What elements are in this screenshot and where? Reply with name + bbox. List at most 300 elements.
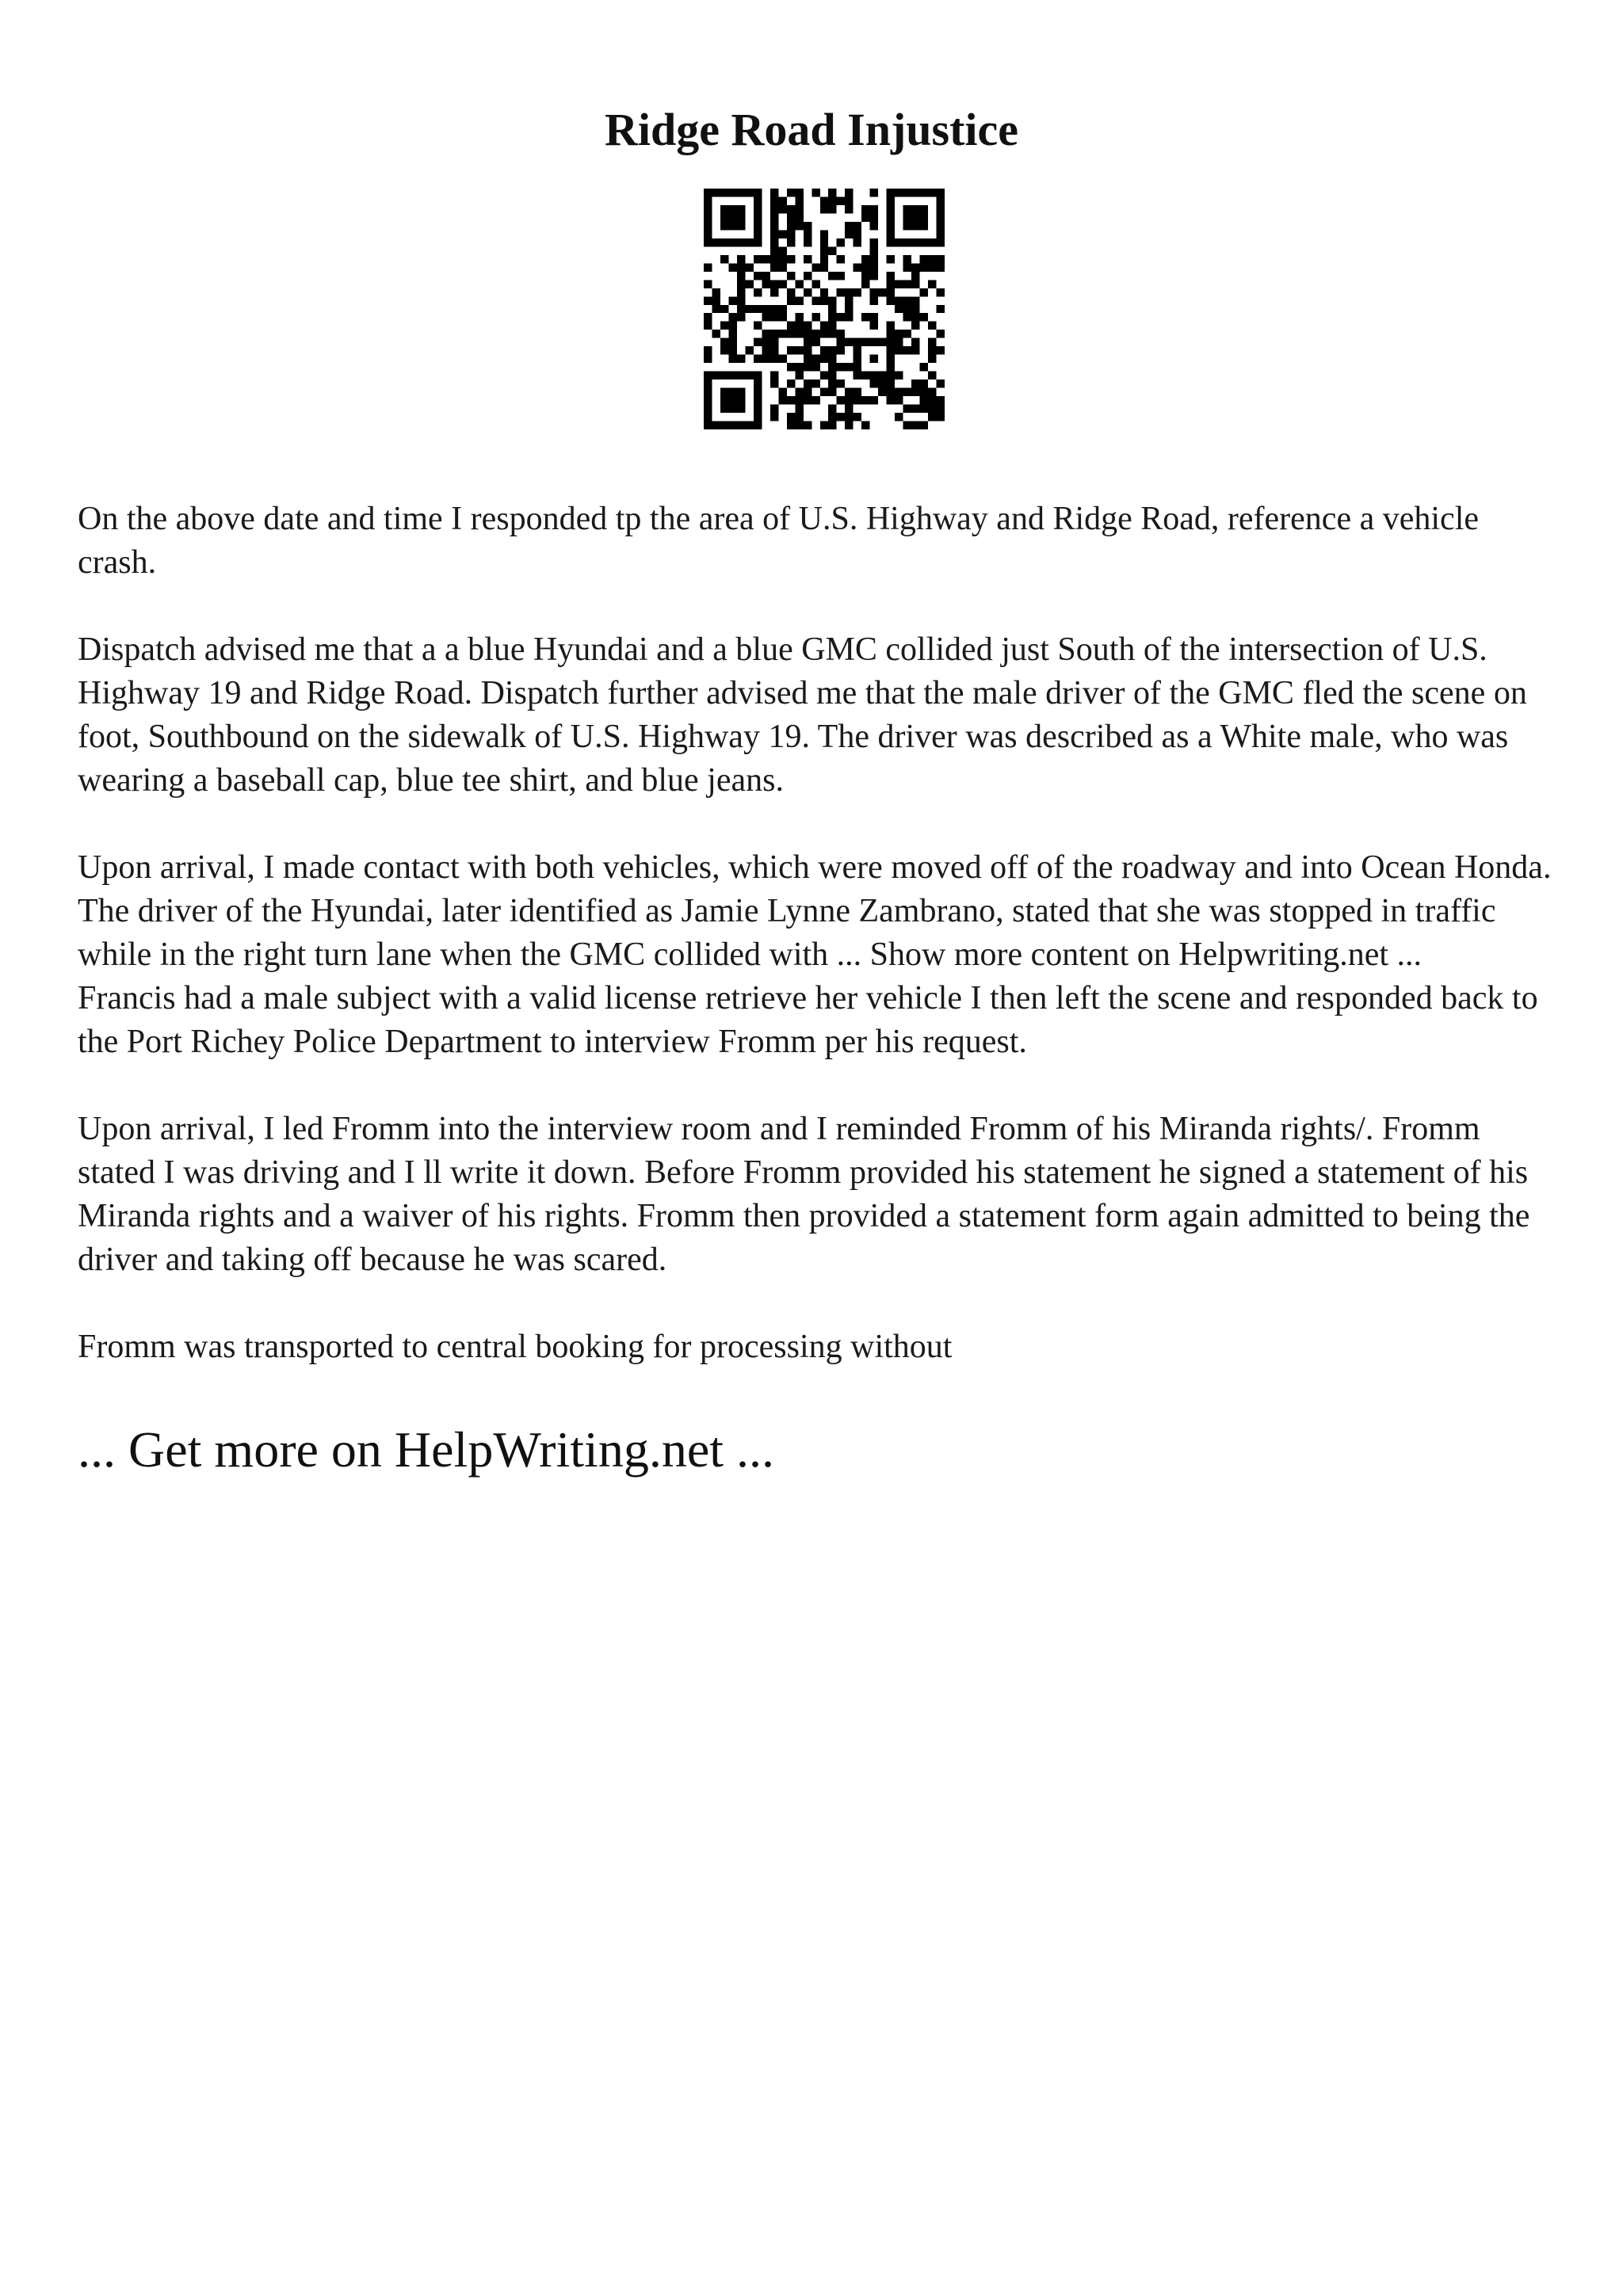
qr-module bbox=[804, 230, 812, 238]
qr-module bbox=[854, 263, 861, 271]
qr-module bbox=[903, 388, 911, 396]
qr-module bbox=[837, 255, 845, 263]
qr-module bbox=[728, 388, 736, 396]
qr-module bbox=[920, 189, 928, 196]
paragraph: Dispatch advised me that a a blue Hyundai and a blue GMC collided just South of the intersection of U.S. Highway 19 and Ridge Road. Dispatch further advised me that the male driver of the GMC fled the scene on foot, Southbound on the sidewalk of U.S. Highway 19. The driver was described as a White male, who was wearing a baseball cap, blue tee shirt, and blue jeans. bbox=[78, 631, 1527, 799]
qr-module bbox=[861, 272, 869, 280]
qr-module bbox=[728, 421, 736, 429]
qr-module bbox=[837, 413, 845, 421]
qr-module bbox=[820, 296, 828, 304]
qr-module bbox=[754, 388, 762, 396]
qr-module bbox=[737, 280, 745, 288]
qr-module bbox=[903, 313, 911, 321]
qr-module bbox=[887, 189, 895, 196]
qr-module bbox=[878, 288, 886, 296]
qr-module bbox=[762, 255, 769, 263]
qr-module bbox=[828, 296, 836, 304]
qr-module bbox=[787, 222, 795, 230]
qr-module bbox=[845, 413, 853, 421]
qr-module bbox=[720, 238, 728, 246]
qr-module bbox=[728, 222, 736, 230]
qr-module bbox=[762, 272, 769, 280]
qr-module bbox=[728, 189, 736, 196]
qr-module bbox=[870, 246, 878, 254]
qr-module bbox=[812, 313, 819, 321]
qr-module bbox=[837, 396, 845, 404]
qr-module bbox=[928, 396, 936, 404]
qr-module bbox=[737, 296, 745, 304]
qr-module bbox=[728, 330, 736, 338]
qr-module bbox=[770, 305, 778, 313]
qr-module bbox=[861, 313, 869, 321]
qr-module bbox=[920, 255, 928, 263]
paragraph: Upon arrival, I made contact with both vehicles, which were moved off of the roadway and into Ocean Honda. The driver of the Hyundai, later identified as Jamie Lynne Zambrano, stated that she was stopped in traffic while in the right turn lane when the GMC collided with ... Show more content on Helpwriting.net ... bbox=[78, 849, 1552, 973]
qr-module bbox=[795, 296, 803, 304]
qr-module bbox=[845, 338, 853, 346]
qr-module bbox=[787, 363, 795, 371]
qr-module bbox=[820, 246, 828, 254]
qr-module bbox=[887, 346, 895, 354]
qr-module bbox=[795, 222, 803, 230]
qr-module bbox=[820, 421, 828, 429]
qr-module bbox=[870, 372, 878, 379]
qr-module bbox=[928, 388, 936, 396]
qr-module bbox=[870, 222, 878, 230]
qr-module bbox=[737, 405, 745, 413]
qr-module bbox=[820, 322, 828, 330]
qr-module bbox=[745, 189, 753, 196]
qr-module bbox=[870, 396, 878, 404]
qr-module bbox=[911, 388, 919, 396]
qr-module bbox=[712, 189, 720, 196]
qr-module bbox=[737, 421, 745, 429]
qr-module bbox=[704, 421, 712, 429]
qr-module bbox=[737, 305, 745, 313]
qr-module bbox=[712, 238, 720, 246]
qr-module bbox=[770, 379, 778, 387]
qr-module bbox=[770, 230, 778, 238]
qr-module bbox=[911, 280, 919, 288]
qr-module bbox=[828, 346, 836, 354]
qr-module bbox=[754, 222, 762, 230]
qr-module bbox=[861, 421, 869, 429]
qr-module bbox=[828, 372, 836, 379]
qr-module bbox=[745, 238, 753, 246]
qr-module bbox=[778, 396, 786, 404]
qr-module bbox=[737, 238, 745, 246]
qr-module bbox=[870, 355, 878, 363]
qr-module bbox=[787, 272, 795, 280]
qr-module bbox=[911, 222, 919, 230]
qr-module bbox=[878, 388, 886, 396]
qr-module bbox=[903, 189, 911, 196]
qr-module bbox=[795, 330, 803, 338]
qr-module bbox=[795, 280, 803, 288]
qr-module bbox=[895, 189, 903, 196]
qr-module bbox=[887, 213, 895, 221]
qr-module bbox=[787, 230, 795, 238]
qr-module bbox=[787, 379, 795, 387]
qr-module bbox=[770, 263, 778, 271]
qr-module bbox=[728, 372, 736, 379]
qr-module bbox=[704, 355, 712, 363]
qr-module bbox=[812, 379, 819, 387]
qr-module bbox=[911, 379, 919, 387]
qr-module bbox=[778, 313, 786, 321]
qr-module bbox=[728, 296, 736, 304]
qr-module bbox=[795, 205, 803, 213]
qr-module bbox=[737, 255, 745, 263]
qr-module bbox=[737, 205, 745, 213]
qr-module bbox=[887, 355, 895, 363]
qr-module bbox=[728, 263, 736, 271]
qr-module bbox=[754, 305, 762, 313]
get-more-link[interactable]: ... Get more on HelpWriting.net ... bbox=[78, 1421, 774, 1478]
qr-module bbox=[762, 313, 769, 321]
qr-module bbox=[720, 405, 728, 413]
qr-module bbox=[854, 230, 861, 238]
qr-module bbox=[937, 263, 945, 271]
qr-module bbox=[704, 372, 712, 379]
qr-module bbox=[754, 379, 762, 387]
qr-module bbox=[878, 379, 886, 387]
qr-module bbox=[887, 255, 895, 263]
qr-module bbox=[937, 288, 945, 296]
qr-module bbox=[887, 388, 895, 396]
qr-module bbox=[795, 396, 803, 404]
qr-module bbox=[911, 272, 919, 280]
qr-module bbox=[704, 379, 712, 387]
qr-module bbox=[820, 288, 828, 296]
qr-module bbox=[787, 296, 795, 304]
qr-module bbox=[795, 405, 803, 413]
qr-module bbox=[795, 346, 803, 354]
qr-module bbox=[737, 222, 745, 230]
qr-module bbox=[787, 205, 795, 213]
qr-module bbox=[720, 346, 728, 354]
qr-module bbox=[720, 255, 728, 263]
qr-module bbox=[928, 322, 936, 330]
qr-module bbox=[887, 338, 895, 346]
qr-module bbox=[804, 355, 812, 363]
qr-module bbox=[854, 363, 861, 371]
qr-module bbox=[928, 413, 936, 421]
qr-module bbox=[903, 205, 911, 213]
qr-module bbox=[920, 313, 928, 321]
qr-module bbox=[778, 355, 786, 363]
qr-module bbox=[704, 189, 712, 196]
qr-module bbox=[861, 280, 869, 288]
qr-module bbox=[820, 388, 828, 396]
qr-module bbox=[861, 396, 869, 404]
qr-module bbox=[845, 421, 853, 429]
qr-module bbox=[911, 338, 919, 346]
qr-module bbox=[745, 346, 753, 354]
qr-module bbox=[795, 322, 803, 330]
qr-module bbox=[937, 405, 945, 413]
qr-module bbox=[712, 330, 720, 338]
qr-module bbox=[895, 338, 903, 346]
qr-module bbox=[770, 222, 778, 230]
qr-module bbox=[787, 255, 795, 263]
qr-module bbox=[778, 263, 786, 271]
qr-module bbox=[812, 189, 819, 196]
qr-module bbox=[720, 388, 728, 396]
qr-module bbox=[887, 205, 895, 213]
qr-module bbox=[745, 305, 753, 313]
qr-module bbox=[745, 421, 753, 429]
qr-module bbox=[928, 405, 936, 413]
qr-module bbox=[804, 255, 812, 263]
qr-module bbox=[754, 196, 762, 204]
qr-module bbox=[820, 263, 828, 271]
qr-code-icon bbox=[704, 189, 945, 429]
qr-module bbox=[728, 405, 736, 413]
qr-module bbox=[828, 205, 836, 213]
qr-module bbox=[812, 396, 819, 404]
qr-module bbox=[903, 305, 911, 313]
qr-module bbox=[854, 288, 861, 296]
qr-module bbox=[754, 396, 762, 404]
qr-module bbox=[887, 238, 895, 246]
qr-module bbox=[712, 372, 720, 379]
qr-module bbox=[795, 421, 803, 429]
qr-module bbox=[778, 330, 786, 338]
qr-module bbox=[804, 346, 812, 354]
qr-module bbox=[820, 205, 828, 213]
qr-module bbox=[903, 238, 911, 246]
qr-module bbox=[887, 330, 895, 338]
qr-module bbox=[878, 372, 886, 379]
qr-module bbox=[828, 363, 836, 371]
qr-module bbox=[837, 338, 845, 346]
qr-module bbox=[928, 355, 936, 363]
qr-module bbox=[870, 213, 878, 221]
qr-module bbox=[737, 263, 745, 271]
qr-module bbox=[920, 421, 928, 429]
qr-module bbox=[928, 346, 936, 354]
qr-module bbox=[911, 421, 919, 429]
qr-module bbox=[895, 330, 903, 338]
qr-module bbox=[854, 346, 861, 354]
qr-module bbox=[845, 313, 853, 321]
qr-module bbox=[804, 338, 812, 346]
qr-module bbox=[861, 205, 869, 213]
qr-module bbox=[820, 372, 828, 379]
qr-module bbox=[911, 346, 919, 354]
qr-module bbox=[895, 296, 903, 304]
qr-module bbox=[937, 413, 945, 421]
qr-module bbox=[887, 372, 895, 379]
qr-module bbox=[887, 288, 895, 296]
qr-module bbox=[754, 238, 762, 246]
qr-module bbox=[920, 222, 928, 230]
qr-module bbox=[920, 288, 928, 296]
qr-module bbox=[787, 288, 795, 296]
qr-module bbox=[704, 213, 712, 221]
qr-module bbox=[820, 346, 828, 354]
qr-module bbox=[770, 213, 778, 221]
qr-module bbox=[895, 238, 903, 246]
qr-module bbox=[928, 189, 936, 196]
qr-module bbox=[787, 330, 795, 338]
qr-module bbox=[804, 288, 812, 296]
qr-module bbox=[812, 355, 819, 363]
qr-module bbox=[737, 288, 745, 296]
qr-module bbox=[754, 213, 762, 221]
qr-module bbox=[845, 189, 853, 196]
qr-module bbox=[828, 322, 836, 330]
qr-module bbox=[854, 338, 861, 346]
qr-module bbox=[795, 313, 803, 321]
qr-module bbox=[928, 338, 936, 346]
qr-module bbox=[737, 396, 745, 404]
qr-module bbox=[854, 372, 861, 379]
qr-module bbox=[728, 338, 736, 346]
qr-module bbox=[920, 363, 928, 371]
paragraph: Upon arrival, I led Fromm into the interview room and I reminded Fromm of his Miranda rights/. Fromm stated I was driving and I ll write it down. Before Fromm provided his statement he signed a statement of his Miranda rights and a waiver of his rights. Fromm then provided a statement form again admitted to being the driver and taking off because he was scared. bbox=[78, 1111, 1530, 1278]
qr-module bbox=[837, 196, 845, 204]
qr-module bbox=[770, 413, 778, 421]
paragraph: Fromm was transported to central booking for processing without bbox=[78, 1329, 953, 1365]
qr-module bbox=[870, 189, 878, 196]
qr-module bbox=[878, 338, 886, 346]
qr-module bbox=[720, 213, 728, 221]
qr-module bbox=[787, 396, 795, 404]
qr-module bbox=[787, 421, 795, 429]
qr-module bbox=[737, 388, 745, 396]
qr-module bbox=[861, 255, 869, 263]
qr-module bbox=[887, 196, 895, 204]
qr-module bbox=[887, 222, 895, 230]
qr-module bbox=[778, 205, 786, 213]
qr-module bbox=[720, 305, 728, 313]
qr-module bbox=[712, 305, 720, 313]
qr-module bbox=[745, 280, 753, 288]
qr-module bbox=[837, 379, 845, 387]
qr-module bbox=[845, 396, 853, 404]
qr-module bbox=[704, 280, 712, 288]
qr-module bbox=[812, 263, 819, 271]
qr-module bbox=[937, 205, 945, 213]
qr-module bbox=[920, 379, 928, 387]
qr-module bbox=[728, 396, 736, 404]
qr-module bbox=[920, 238, 928, 246]
qr-module bbox=[903, 280, 911, 288]
qr-module bbox=[845, 196, 853, 204]
qr-module bbox=[737, 189, 745, 196]
qr-module bbox=[728, 205, 736, 213]
qr-module bbox=[795, 213, 803, 221]
qr-module bbox=[728, 213, 736, 221]
qr-module bbox=[828, 246, 836, 254]
qr-module bbox=[903, 296, 911, 304]
qr-module bbox=[778, 280, 786, 288]
qr-module bbox=[812, 338, 819, 346]
qr-module bbox=[737, 272, 745, 280]
qr-module bbox=[770, 189, 778, 196]
qr-module bbox=[712, 421, 720, 429]
qr-module bbox=[804, 222, 812, 230]
qr-module bbox=[787, 189, 795, 196]
qr-module bbox=[770, 255, 778, 263]
qr-module bbox=[804, 379, 812, 387]
qr-module bbox=[745, 372, 753, 379]
qr-module bbox=[895, 413, 903, 421]
qr-module bbox=[895, 305, 903, 313]
qr-module bbox=[770, 313, 778, 321]
qr-module bbox=[870, 255, 878, 263]
qr-module bbox=[845, 230, 853, 238]
qr-module bbox=[828, 189, 836, 196]
qr-module bbox=[845, 205, 853, 213]
qr-module bbox=[911, 296, 919, 304]
qr-module bbox=[704, 230, 712, 238]
qr-module bbox=[770, 338, 778, 346]
qr-module bbox=[845, 388, 853, 396]
qr-module bbox=[837, 346, 845, 354]
qr-module bbox=[870, 338, 878, 346]
qr-module bbox=[762, 338, 769, 346]
qr-module bbox=[720, 222, 728, 230]
qr-module bbox=[928, 255, 936, 263]
qr-module bbox=[795, 363, 803, 371]
qr-module bbox=[845, 288, 853, 296]
qr-module bbox=[911, 263, 919, 271]
qr-module bbox=[861, 263, 869, 271]
qr-module bbox=[928, 372, 936, 379]
qr-module bbox=[754, 272, 762, 280]
qr-module bbox=[887, 272, 895, 280]
qr-module bbox=[937, 305, 945, 313]
qr-module bbox=[845, 296, 853, 304]
qr-module bbox=[903, 330, 911, 338]
qr-module bbox=[928, 263, 936, 271]
qr-module bbox=[937, 330, 945, 338]
qr-module bbox=[770, 205, 778, 213]
qr-module bbox=[754, 421, 762, 429]
qr-module bbox=[887, 230, 895, 238]
qr-module bbox=[712, 288, 720, 296]
qr-module bbox=[804, 363, 812, 371]
qr-module bbox=[770, 330, 778, 338]
qr-module bbox=[770, 246, 778, 254]
qr-module bbox=[937, 213, 945, 221]
qr-module bbox=[754, 372, 762, 379]
qr-module bbox=[870, 322, 878, 330]
qr-module bbox=[737, 213, 745, 221]
qr-module bbox=[828, 413, 836, 421]
qr-module bbox=[778, 305, 786, 313]
document-title: Ridge Road Injustice bbox=[604, 104, 1019, 155]
qr-module bbox=[728, 322, 736, 330]
qr-module bbox=[911, 305, 919, 313]
qr-module bbox=[787, 322, 795, 330]
qr-module bbox=[795, 413, 803, 421]
qr-module bbox=[828, 421, 836, 429]
qr-module bbox=[820, 355, 828, 363]
qr-module bbox=[704, 322, 712, 330]
qr-module bbox=[895, 346, 903, 354]
qr-module bbox=[920, 205, 928, 213]
qr-module bbox=[920, 213, 928, 221]
qr-module bbox=[704, 196, 712, 204]
qr-module bbox=[820, 230, 828, 238]
qr-module bbox=[795, 189, 803, 196]
qr-module bbox=[887, 379, 895, 387]
qr-module bbox=[704, 313, 712, 321]
qr-module bbox=[720, 421, 728, 429]
